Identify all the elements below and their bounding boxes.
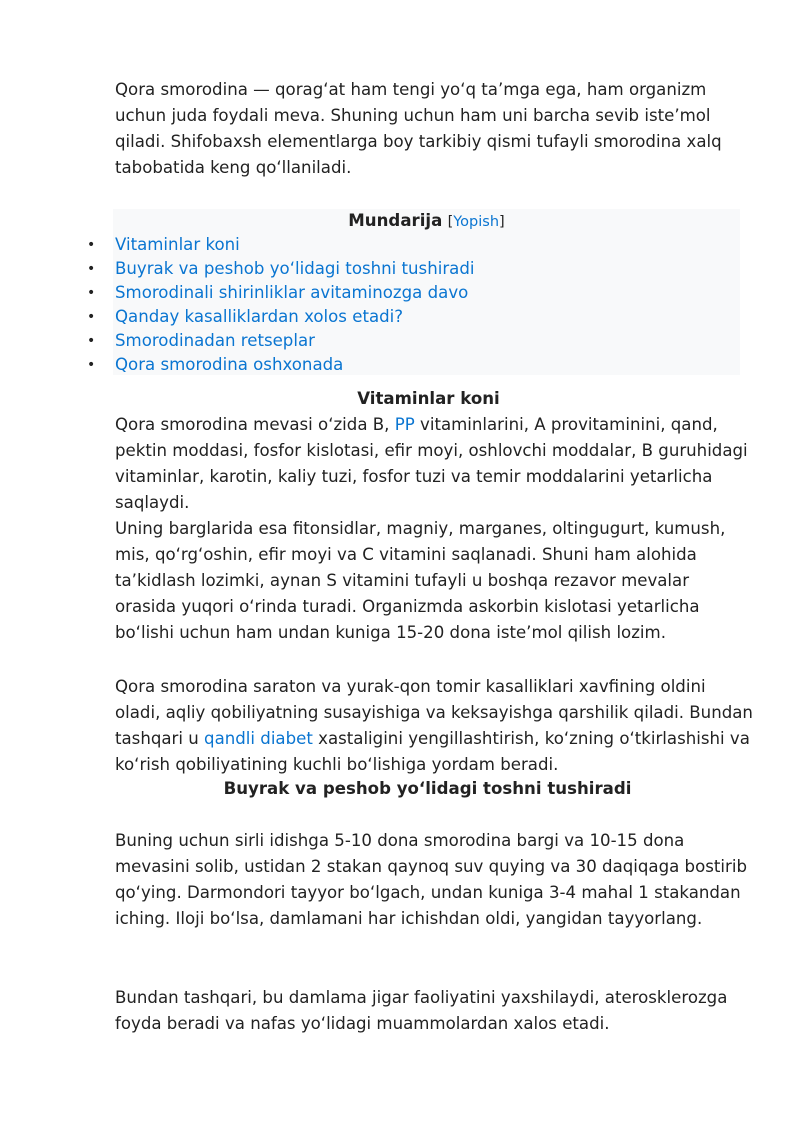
- toc-link-buyrak[interactable]: Buyrak va peshob yo‘lidagi toshni tushiradi: [115, 259, 475, 278]
- toc-item: [87, 233, 474, 257]
- bullet-icon: •: [87, 237, 96, 253]
- vitamin-paragraph-1: [115, 412, 755, 516]
- toc-title: Mundarija: [348, 211, 443, 230]
- toc-toggle: [Yopish]: [447, 214, 505, 230]
- toc-item: [87, 257, 475, 281]
- toc-item: [87, 281, 474, 305]
- section-heading-buyrak: Buyrak va peshob yo‘lidagi toshni tushiradi: [223, 779, 632, 798]
- bullet-icon: •: [87, 333, 96, 349]
- bullet-icon: •: [87, 261, 96, 277]
- table-of-contents: [87, 209, 740, 375]
- toc-item: [87, 353, 474, 377]
- text-run: Qora smorodina mevasi o‘zida B,: [115, 415, 395, 434]
- toc-header: [113, 209, 740, 234]
- toc-list: [87, 233, 475, 377]
- vitamin-paragraph-3: [115, 674, 755, 778]
- qandli-diabet-link[interactable]: qandli diabet: [204, 729, 313, 748]
- pp-link[interactable]: PP: [394, 415, 415, 434]
- text-run: vitaminlarini, A provitaminini, qand, pektin moddasi, fosfor kislotasi, efir moyi, oshlovchi moddalar, B guruhidagi vitaminlar, karotin, kaliy tuzi, fosfor tuzi va temir moddalarini yetarlicha saqlaydi.: [115, 415, 748, 512]
- bullet-icon: •: [87, 357, 96, 373]
- toc-link-retseplar[interactable]: Smorodinadan retseplar: [115, 331, 315, 350]
- toc-hide-link[interactable]: Yopish: [453, 214, 500, 230]
- toc-item: [87, 305, 474, 329]
- toc-link-vitaminlar-koni[interactable]: Vitaminlar koni: [115, 235, 240, 254]
- toc-link-oshxonada[interactable]: Qora smorodina oshxonada: [115, 355, 344, 374]
- text-run: Qora smorodina saraton va yurak-qon tomir kasalliklari xavfining oldini oladi, aqliy qobiliyatning susayishiga va keksayishga qarshilik qiladi. Bundan tashqari u: [115, 677, 753, 748]
- toc-link-kasalliklar[interactable]: Qanday kasalliklardan xolos etadi?: [115, 307, 404, 326]
- buyrak-paragraph-2: Bundan tashqari, bu damlama jigar faoliyatini yaxshilaydi, aterosklerozga foyda beradi va nafas yo‘lidagi muammolardan xalos etadi.: [115, 988, 728, 1033]
- intro-paragraph: Qora smorodina — qorag‘at ham tengi yo‘q ta’mga ega, ham organizm uchun juda foydali meva. Shuning uchun ham uni barcha sevib iste’mol qiladi. Shifobaxsh elementlarga boy tarkibiy qismi tufayli smorodina xalq tabobatida keng qo‘llaniladi.: [115, 80, 722, 177]
- bullet-icon: •: [87, 285, 96, 301]
- toc-item: [87, 329, 474, 353]
- buyrak-paragraph-1: Buning uchun sirli idishga 5-10 dona smorodina bargi va 10-15 dona mevasini solib, ustidan 2 stakan qaynoq suv quying va 30 daqiqaga bostirib qo‘ying. Darmondori tayyor bo‘lgach, undan kuniga 3-4 mahal 1 stakandan iching. Iloji bo‘lsa, damlamani har ichishdan oldi, yangidan tayyorlang.: [115, 831, 747, 928]
- section-heading-vitaminlar: Vitaminlar koni: [357, 389, 500, 408]
- text-run: xastaligini yengillashtirish, ko‘zning o‘tkirlashishi va ko‘rish qobiliyatining kuchli bo‘lishiga yordam beradi.: [115, 729, 750, 774]
- bullet-icon: •: [87, 309, 96, 325]
- vitamin-paragraph-2: Uning barglarida esa fitonsidlar, magniy, marganes, oltingugurt, kumush, mis, qo‘rg‘oshin, efir moyi va C vitamini saqlanadi. Shuni ham alohida ta’kidlash lozimki, aynan S vitamini tufayli u boshqa rezavor mevalar orasida yuqori o‘rinda turadi. Organizmda askorbin kislotasi yetarlicha bo‘lishi uchun ham undan kuniga 15-20 dona iste’mol qilish lozim.: [115, 519, 726, 642]
- toc-link-shirinliklar[interactable]: Smorodinali shirinliklar avitaminozga davo: [115, 283, 469, 302]
